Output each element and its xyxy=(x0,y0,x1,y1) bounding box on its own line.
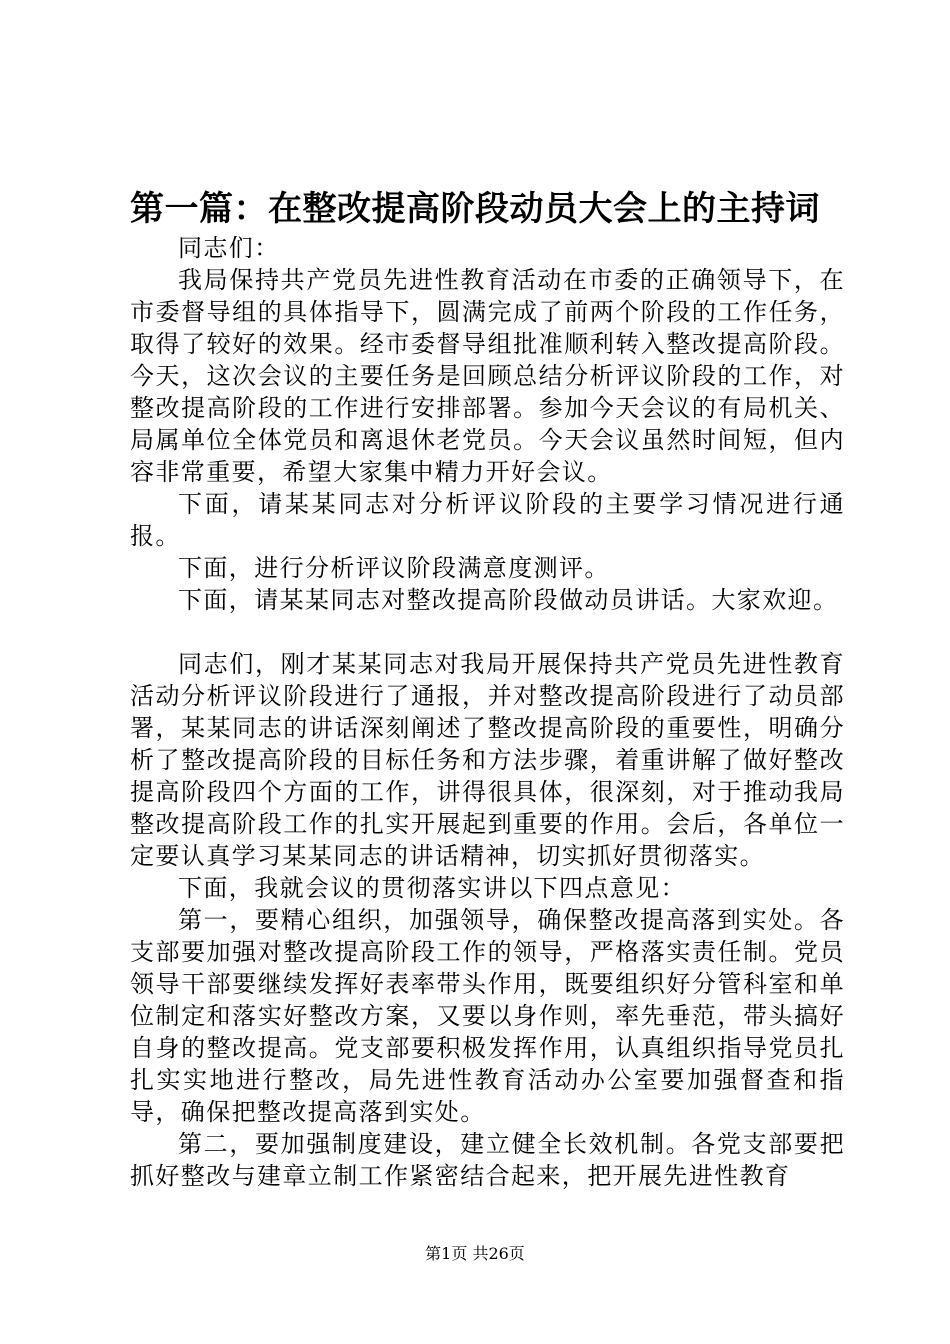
salutation: 同志们： xyxy=(178,234,280,262)
opinion-second: 第二，要加强制度建设，建立健全长效机制。各党支部要把抓好整改与建章立制工作紧密结合起来，把开展先进性教育 xyxy=(130,1130,845,1190)
agenda-item-survey: 下面，进行分析评议阶段满意度测评。 xyxy=(178,554,610,582)
opinion-first: 第一，要精心组织，加强领导，确保整改提高落到实处。各支部要加强对整改提高阶段工作的领导，严格落实责任制。党员领导干部要继续发挥好表率带头作用，既要组织好分管科室和单位制定和落实好整改方案，又要以身作则，率先垂范，带头搞好自身的整改提高。党支部要积极发挥作用，认真组织指导党员扎扎实实地进行整改，局先进性教育活动办公室要加强督查和指导，确保把整改提高落到实处。 xyxy=(130,906,845,1126)
opinions-intro: 下面，我就会议的贯彻落实讲以下四点意见： xyxy=(178,874,686,902)
page-title: 第一篇：在整改提高阶段动员大会上的主持词 xyxy=(130,189,820,229)
paragraph-gap xyxy=(130,616,845,648)
page-indicator: 第1页 共26页 xyxy=(425,1244,525,1263)
agenda-item-speech: 下面，请某某同志对整改提高阶段做动员讲话。大家欢迎。 xyxy=(178,586,839,614)
agenda-item-report: 下面，请某某同志对分析评议阶段的主要学习情况进行通报。 xyxy=(130,490,845,550)
opening-paragraph: 我局保持共产党员先进性教育活动在市委的正确领导下，在市委督导组的具体指导下，圆满完成了前两个阶段的工作任务，取得了较好的效果。经市委督导组批准顺利转入整改提高阶段。今天，这次会议的主要任务是回顾总结分析评议阶段的工作，对整改提高阶段的工作进行安排部署。参加今天会议的有局机关、局属单位全体党员和离退休老党员。今天会议虽然时间短，但内容非常重要，希望大家集中精力开好会议。 xyxy=(130,266,845,486)
document-body xyxy=(130,232,845,1192)
summary-paragraph: 同志们，刚才某某同志对我局开展保持共产党员先进性教育活动分析评议阶段进行了通报，并对整改提高阶段进行了动员部署，某某同志的讲话深刻阐述了整改提高阶段的重要性，明确分析了整改提高阶段的目标任务和方法步骤，着重讲解了做好整改提高阶段四个方面的工作，讲得很具体，很深刻，对于推动我局整改提高阶段工作的扎实开展起到重要的作用。会后，各单位一定要认真学习某某同志的讲话精神，切实抓好贯彻落实。 xyxy=(130,650,845,870)
